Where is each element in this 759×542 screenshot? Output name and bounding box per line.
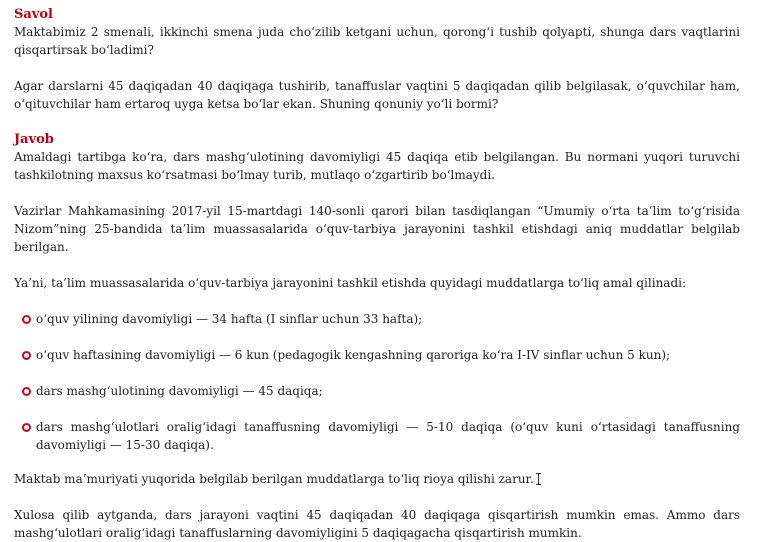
answer-compliance	[14, 470, 740, 488]
duration-list	[14, 310, 740, 454]
list-item-text: dars mashg‘ulotlari oralig‘idagi tanaffusning davomiyligi — 5-10 daqiqa (o‘quv kuni o‘rtasidagi tanaffusning davomiyligi — 15-30 daqiqa).	[36, 420, 740, 452]
question-heading: Savol	[14, 7, 53, 22]
question-paragraph-2: Agar darslarni 45 daqiqadan 40 daqiqaga tushirib, tanaffuslar vaqtini 5 daqiqadan qilib belgilasak, o‘quvchilar ham, o‘qituvchilar ham ertaroq uyga ketsa bo‘lar ekan. Shuning qonuniy yo‘li bormi?	[14, 79, 740, 111]
text-cursor-icon	[535, 473, 542, 485]
bullet-icon	[22, 387, 31, 396]
bullet-icon	[22, 315, 31, 324]
compliance-text: Maktab ma’muriyati yuqorida belgilab berilgan muddatlarga to‘liq rioya qilishi zarur.	[14, 472, 534, 486]
answer-heading: Javob	[14, 132, 54, 147]
list-item	[14, 418, 740, 454]
list-item	[14, 346, 740, 364]
list-item	[14, 382, 740, 400]
list-item-text: o‘quv haftasining davomiyligi — 6 kun (pedagogik kengashning qaroriga ko‘ra I-IV sinflar uchun 5 kun);	[36, 348, 671, 362]
list-item-text: dars mashg‘ulotining davomiyligi — 45 daqiqa;	[36, 384, 323, 398]
bullet-icon	[22, 351, 31, 360]
bullet-icon	[22, 423, 31, 432]
answer-intro: Amaldagi tartibga ko‘ra, dars mashg‘ulotining davomiyligi 45 daqiqa etib belgilangan. Bu normani yuqori turuvchi tashkilotning maxsus ko‘rsatmasi bo‘lmay turib, mutlaqo o‘zgartirib bo‘lmaydi.	[14, 150, 740, 182]
list-item	[14, 310, 740, 328]
article-body	[14, 6, 740, 542]
answer-list-intro: Ya’ni, ta’lim muassasalarida o‘quv-tarbiya jarayonini tashkil etishda quyidagi muddatlarga to‘liq amal qilinadi:	[14, 276, 687, 290]
answer-conclusion: Xulosa qilib aytganda, dars jarayoni vaqtini 45 daqiqadan 40 daqiqaga qisqartirish mumkin emas. Ammo dars mashg‘ulotlari oralig‘idagi tanaffuslarning davomiyligini 5 daqiqagacha qisqartirish mumkin.	[14, 508, 740, 540]
answer-decree: Vazirlar Mahkamasining 2017-yil 15-martdagi 140-sonli qarori bilan tasdiqlangan “Umumiy o‘rta ta’lim to‘g‘risida Nizom”ning 25-bandida ta’lim muassasalarida o‘quv-tarbiya jarayonini tashkil etishdagi aniq muddatlar belgilab berilgan.	[14, 204, 740, 254]
list-item-text: o‘quv yilining davomiyligi — 34 hafta (I sinflar uchun 33 hafta);	[36, 312, 423, 326]
question-paragraph-1: Maktabimiz 2 smenali, ikkinchi smena juda cho‘zilib ketgani uchun, qorong‘i tushib qolyapti, shunga dars vaqtlarini qisqartirsak bo‘ladimi?	[14, 25, 740, 57]
